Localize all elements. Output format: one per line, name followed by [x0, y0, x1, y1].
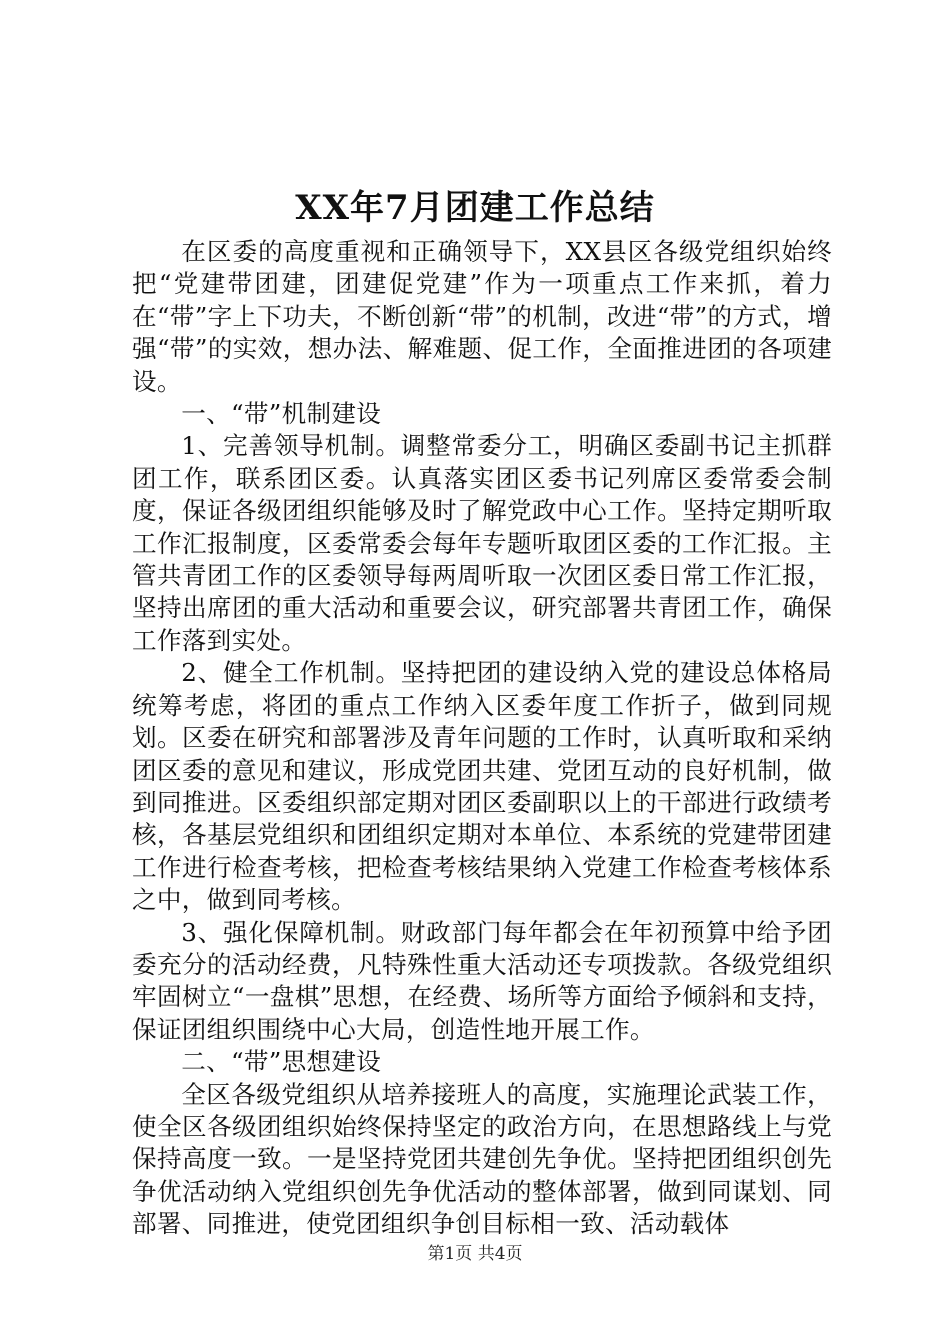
section-heading-ideology: 二、“带”思想建设: [181, 1047, 382, 1077]
paragraph-leadership-mechanism: 1、完善领导机制。调整常委分工，明确区委副书记主抓群团工作，联系团区委。认真落实团区委书记列席区委常委会制度，保证各级团组织能够及时了解党政中心工作。坚持定期听取工作汇报制度，区委常委会每年专题听取团区委的工作汇报。主管共青团工作的区委领导每两周听取一次团区委日常工作汇报，坚持出席团的重大活动和重要会议，研究部署共青团工作，确保工作落到实处。: [132, 431, 832, 655]
page-footer: 第1页 共4页: [427, 1244, 523, 1264]
intro-paragraph: 在区委的高度重视和正确领导下，XX县区各级党组织始终把“党建带团建，团建促党建”作为一项重点工作来抓，着力在“带”字上下功夫，不断创新“带”的机制，改进“带”的方式，增强“带”的实效，想办法、解难题、促工作，全面推进团的各项建设。: [132, 237, 832, 396]
section-heading-mechanism: 一、“带”机制建设: [181, 399, 382, 429]
paragraph-work-mechanism: 2、健全工作机制。坚持把团的建设纳入党的建设总体格局统筹考虑，将团的重点工作纳入区委年度工作折子，做到同规划。区委在研究和部署涉及青年问题的工作时，认真听取和采纳团区委的意见和建议，形成党团共建、党团互动的良好机制，做到同推进。区委组织部定期对团区委副职以上的干部进行政绩考核，各基层党组织和团组织定期对本单位、本系统的党建带团建工作进行检查考核，把检查考核结果纳入党建工作检查考核体系之中，做到同考核。: [132, 658, 832, 915]
document-body: [132, 236, 832, 1241]
document-title: XX年7月团建工作总结: [295, 188, 655, 228]
paragraph-ideology: 全区各级党组织从培养接班人的高度，实施理论武装工作，使全区各级团组织始终保持坚定的政治方向，在思想路线上与党保持高度一致。一是坚持党团共建创先争优。坚持把团组织创先争优活动纳入党组织创先争优活动的整体部署，做到同谋划、同部署、同推进，使党团组织争创目标相一致、活动载体: [132, 1079, 832, 1239]
paragraph-guarantee-mechanism: 3、强化保障机制。财政部门每年都会在年初预算中给予团委充分的活动经费，凡特殊性重大活动还专项拨款。各级党组织牢固树立“一盘棋”思想，在经费、场所等方面给予倾斜和支持，保证团组织围绕中心大局，创造性地开展工作。: [132, 917, 832, 1044]
